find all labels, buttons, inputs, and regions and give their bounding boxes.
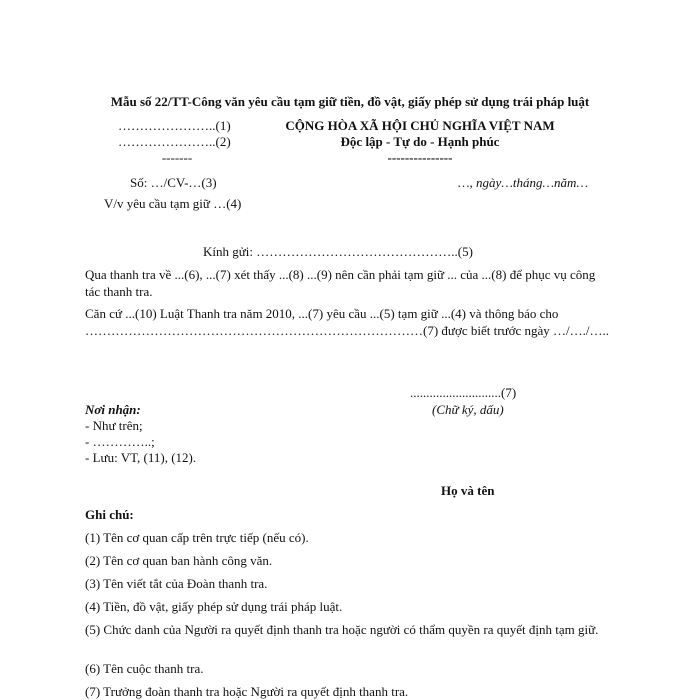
motto-separator: ---------------: [387, 150, 453, 165]
org-separator: -------: [161, 150, 193, 165]
document-number: Số: …/CV-…(3): [130, 175, 217, 190]
paragraph-2: Căn cứ ...(10) Luật Thanh tra năm 2010, ...(7) yêu cầu ...(5) tạm giữ ...(4) và thông báo cho ……………………………………………………………………(7) được biết trước ngày …/…./…..: [85, 306, 609, 338]
recipient-item: - Như trên;: [85, 418, 143, 433]
note-item: (3) Tên viết tắt của Đoàn thanh tra.: [85, 576, 268, 591]
signature-note: (Chữ ký, dấu): [432, 402, 504, 417]
note-item: (7) Trưởng đoàn thanh tra hoặc Người ra quyết định thanh tra.: [85, 684, 409, 699]
document-subject: V/v yêu cầu tạm giữ …(4): [104, 196, 242, 211]
note-item: (1) Tên cơ quan cấp trên trực tiếp (nếu có).: [85, 530, 309, 545]
org-line-1: …………………..(1): [118, 118, 231, 133]
org-line-2: …………………..(2): [118, 134, 231, 149]
paragraph-1: Qua thanh tra về ...(6), ...(7) xét thấy ...(8) ...(9) nên cần phải tạm giữ ... của ...(8) để phục vụ công tác thanh tra.: [85, 267, 596, 299]
note-item: (5) Chức danh của Người ra quyết định thanh tra hoặc người có thẩm quyền ra quyết định tạm giữ.: [85, 622, 599, 637]
note-item: (6) Tên cuộc thanh tra.: [85, 661, 204, 676]
recipient-item: - Lưu: VT, (11), (12).: [85, 450, 197, 465]
national-motto: Độc lập - Tự do - Hạnh phúc: [340, 134, 500, 149]
form-title: Mẫu số 22/TT-Công văn yêu cầu tạm giữ tiền, đồ vật, giấy phép sử dụng trái pháp luật: [110, 94, 590, 109]
document-date: …, ngày…tháng…năm…: [458, 175, 589, 190]
recipients-title: Nơi nhận:: [85, 402, 141, 417]
note-item: (4) Tiền, đồ vật, giấy phép sử dụng trái pháp luật.: [85, 599, 343, 614]
recipient-line: Kính gửi: ………………………………………..(5): [203, 244, 473, 259]
signer-line: ............................(7): [410, 385, 517, 400]
note-item: (2) Tên cơ quan ban hành công văn.: [85, 553, 273, 568]
country-name: CỘNG HÒA XÃ HỘI CHỦ NGHĨA VIỆT NAM: [285, 118, 555, 133]
signer-name-label: Họ và tên: [441, 483, 495, 498]
notes-title: Ghi chú:: [85, 507, 134, 522]
recipient-item: - …………..;: [85, 434, 155, 449]
